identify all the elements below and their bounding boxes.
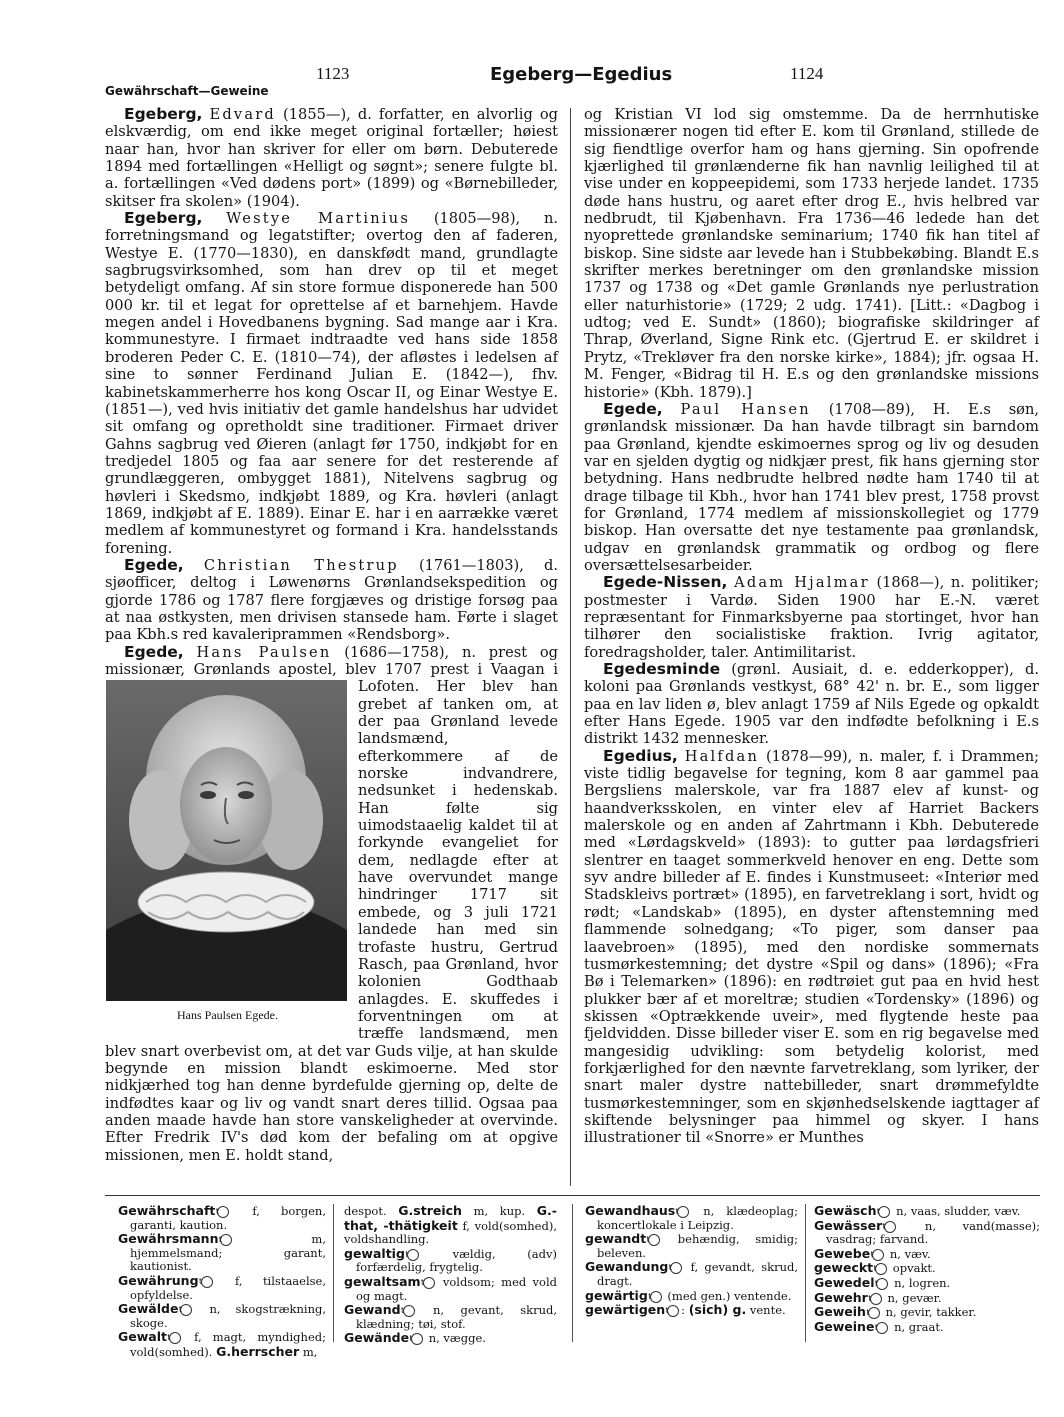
entry-egeberg-westye: Egeberg, Westye Martinius (1805—98), n. forretningsmand og legatstifter; overtog den af faderen, Westye E. (1770—1830), en danskfødt mand, grundlagte sagbrugsvirksomhed, som han drev op til et meget betydeligt omfang. Af sin store formue disponerede han 500 000 kr. til et legat for oprettelse af et barnehjem. Havde megen andel i Hovedbanens bygning. Sad mange aar i Kra. kommunestyre. I firmaet indtraadte ved hans side 1858 broderen Peder C. E. (1810—74), der afløstes i ledelsen af sine to sønner Ferdinand Julian E. (1842—), fhv. kabinetskammerherre hos kong Oscar II, og Einar Westye E. (1851—), ved hvis initiativ det gamle handelshus har udvidet sit omfang og opretholdt sine traditioner. Firmaet driver Gahns sagbrug ved Øieren (anlagt før 1750, indkjøbt for en tredjedel 1805 og faa aar senere for det resterende af grundlæggeren, ombygget 1881), Nitelvens sagbrug og høvleri i Skedsmo, indkjøbt 1889, og Kra. høvleri (anlagt 1869, indkjøbt af E. 1889). Einar E. har i en aarrække været medlem af kommunestyret og formand i Kra. handelsstands forening. [105, 209, 558, 557]
footer-rule [105, 1195, 1040, 1196]
glossary-column-2 [344, 1204, 557, 1346]
glossary-entry: gewärtigt (med gen.) ventende. [585, 1287, 792, 1303]
glossary-entry: gewaltsamt voldsom; med vold og magt. [344, 1273, 557, 1303]
glossary-entry: Gewährungt f, tilstaaelse, opfyldelse. [118, 1272, 326, 1302]
glossary-entry: Gewändet n, vægge. [344, 1330, 486, 1346]
glossary-entry: Gewedelt n, logren. [814, 1274, 951, 1290]
page-number-right: 1124 [790, 64, 824, 83]
glossary-column-3 [585, 1204, 798, 1318]
left-column [105, 106, 558, 1164]
glossary-entry: gewaltigt vældig, (adv) forfærdelig, frygtelig. [344, 1245, 557, 1275]
entry-egedesminde: Egedesminde (grønl. Ausiait, d. e. edderkopper), d. koloni paa Grønlands vestkyst, 68° 42' n. br. E., som ligger paa en lav liden ø, blev anlagt 1759 af Nils Egede og opkaldt efter Hans Egede. 1905 var den indfødte befolkning i E.s distrikt 1432 mennesker. [584, 660, 1039, 748]
glossary-entry: Gewandhaust n, klædeoplag; koncertlokale i Leipzig. [585, 1203, 798, 1232]
page-title: Egeberg—Egedius [490, 64, 673, 85]
entry-egede-paul: Egede, Paul Hansen (1708—89), H. E.s søn, grønlandsk missionær. Da han havde tilbragt sin barndom paa Grønland, kjendte eskimoernes sprog og liv og desuden var en sjelden dygtig og nidkjær prest, fik hans gjerning stor betydning. Hans nedbrudte helbred nødte ham 1740 til at drage tilbage til Kbh., hvor han 1741 blev prest, 1758 provst for Grønland, 1774 medlem af missionskollegiet og 1779 biskop. Han oversatte det nye testamente paa grønlandsk, udgav en grønlandsk grammatik og ordbog og flere oversættelsesarbeider. [584, 399, 1040, 574]
glossary-column-1 [118, 1204, 326, 1360]
glossary-entry: gewandtt behændig, smidig; beleven. [585, 1231, 798, 1260]
glossary-entry: gewärtigent : (sich) g. vente. [585, 1302, 786, 1318]
entry-egede-christian: Egede, Christian Thestrup (1761—1803), d. sjøofficer, deltog i Løwenørns Grønlandsekspedition og gjorde 1786 og 1787 flere forgjæves og dristige forsøg paa at naa østkysten, men drivisen stansede ham. Førte i slaget paa Kbh.s red kavaleriprammen «Rendsborg». [105, 555, 558, 644]
glossary-entry: Geweiht n, gevir, takker. [814, 1304, 977, 1320]
entry-egede-nissen: Egede-Nissen, Adam Hjalmar (1868—), n. politiker; postmester i Vardø. Siden 1900 har E.-N. været repræsentant for Finmarksbyerne paa stortinget, hvor han tilhører den socialistiske fraktion. Ivrig agitator, foredragsholder, taler. Antimilitarist. [584, 573, 1039, 661]
glossary-entry: Gewährsmannt m, hjemmelsmand; garant, kautionist. [118, 1231, 326, 1274]
glossary-entry: Gewandt n, gevant, skrud, klædning; tøi, stof. [344, 1302, 557, 1331]
glossary-entry: Gewehrt n, gevær. [814, 1289, 942, 1305]
glossary-entry: Gewaltt f, magt, myndighed; vold(somhed). G.herrscher m, [118, 1329, 326, 1359]
glossary-entry: Gewäscht n, vaas, sludder, væv. [814, 1203, 1021, 1218]
glossary-entry: Gewährschaftt f, borgen, garanti, kaution. [118, 1203, 326, 1232]
entry-egedius: Egedius, Halfdan (1878—99), n. maler, f. i Drammen; viste tidlig begavelse for tegning, kom 8 aar gammel paa Bergsliens malerskole, var fra 1887 elev af kunst- og haandverksskolen, en vinter elev af Harriet Backers malerskole og en anden af Zahrtmann i Kbh. Debuterede med «Lørdagskveld» (1893): to gutter paa lørdagsfrieri slentrer en taaget sommerkveld henover en eng. Dette som syv andre billeder af E. findes i Kunstmuseet: «Interiør med Stadskleivs portræt» (1895), en farvetreklang i sort, hvidt og rødt; «Landskab» (1895), en dyster aftenstemning med flammende solnedgang; «To piger, som danser paa laavebroen» (1895), med den nordiske sommernats tusmørkestemning; det dystre «Spil og dans» (1896); «Fra Bø i Telemarken» (1896): en rødtrøiet gut paa en hvid hest plukker bær af et moreltræ; studien «Tordensky» (1896) og skissen «Optrækkende uveir», med flygtende heste paa fjeldvidden. Disse billeder viser E. som en rig begavelse med mangesidig udvikling: som betydelig kolorist, med forkjærlighed for den nævnte farvetreklang, som lyriker, der snart maler dystre nattebilleder, snart drømmefyldte tusmørkestemninger, som en skjønhedselskende iagttager af skiftende belysninger paa himmel og skyer. I hans illustrationer til «Snorre» er Munthes [584, 746, 1040, 1147]
entry-egede-hans: Egede, Hans Paulsen (1686—1758), n. prest og missionær, Grønlands apostel, Hans Paulsen Egede. blev 1707 prest i Vaagan i Lofoten. Her blev han grebet af tanken om, at der paa Grønland levede landsmænd, efterkommere af de norske indvandrere, nedsunket i hedenskab. Han følte sig uimodstaaelig kaldet til at forkynde evangeliet for dem, nedlagde efter at have overvundet mange hindringer 1717 sit embede, og 3 juli 1721 landede han med sin trofaste hustru, Gertrud Rasch, paa Grønland, hvor kolonien Godthaab anlagdes. E. skuffedes i forventningen om at træffe landsmænd, men blev snart overbevist om, at det var Guds vilje, at han skulde begynde en mission blandt eskimoerne. Med stor nidkjærhed tog han denne byrdefulde gjerning op, delte de indfødtes kaar og liv og vandt snart deres tillid. Ogsaa paa anden maade havde han store vanskeligheder at overvinde. Efter Fredrik IV's død kom der befaling om at opgive missionen, men E. holdt stand, [105, 642, 559, 1164]
entry-egede-hans-continued: og Kristian VI lod sig omstemme. Da de herrnhutiske missionærer nogen tid efter E. kom til Grønland, stillede de sig fiendtlige overfor ham og hans gjerning. Sin opofrende kjærlighed til grønlænderne fik han navnlig leilighed til at vise under en koppeepidemi, som 1733 herjede landet. 1735 døde hans hustru, og aaret efter drog E., hvis helbred var nedbrudt, til Kjøbenhavn. Fra 1736—46 ledede han det nyoprettede grønlandske seminarium; 1740 fik han titel af biskop. Sine sidste aar levede han i Stubbekøbing. Blandt E.s skrifter merkes beretninger om den grønlandske mission 1737 og 1738 og «Det gamle Grønlands nye perlustration eller naturhistorie» (1729; 2 udg. 1741). [Litt.: «Dagbog i udtog; ved E. Sundt» (1860); biografiske skildringer af Thrap, Øverland, Signe Rink etc. (Gjertrud E. er skildret i Prytz, «Trekløver fra den norske kirke», 1884); jfr. ogsaa H. M. Fenger, «Bidrag til H. E.s og den grønlandske missions historie» (Kbh. 1879).] [584, 106, 1039, 401]
glossary-entry: despot. G.streich m, kup. G.-that, -thätigkeit f, vold(somhed), voldshandling. [344, 1203, 557, 1247]
glossary-entry: gewecktt opvakt. [814, 1260, 936, 1276]
right-column [584, 106, 1039, 1147]
glossary-divider [572, 1204, 573, 1342]
portrait-image [106, 680, 347, 1001]
portrait-figure [105, 680, 350, 1025]
glossary-entry: Geweinet n, graat. [814, 1318, 944, 1334]
page-number-left: 1123 [316, 64, 350, 83]
glossary-entry: Gewandungt f, gevandt, skrud, dragt. [585, 1259, 798, 1288]
glossary-divider [333, 1204, 334, 1342]
glossary-entry: Gewäldet n, skogstrækning, skoge. [118, 1301, 326, 1330]
glossary-entry: Gewebet n, væv. [814, 1245, 931, 1261]
glossary-divider [805, 1204, 806, 1342]
glossary-column-4 [814, 1204, 1040, 1334]
guide-words: Gewährschaft—Geweine [105, 84, 269, 98]
column-divider [570, 108, 571, 1186]
entry-egeberg-edvard: Egeberg, Edvard (1855—), d. forfatter, en alvorlig og elskværdig, om end ikke meget original fortæller; høiest naar han, hvor han skriver for eller om børn. Debuterede 1894 med fortællingen «Helligt og søgnt»; senere fulgte bl. a. fortællingen «Ved dødens port» (1899) og «Børnebilleder, skitser fra skolen» (1904). [105, 105, 559, 210]
portrait-caption: Hans Paulsen Egede. [177, 1008, 278, 1023]
glossary-entry: Gewässert n, vand(masse); vasdrag; farvand. [814, 1217, 1040, 1247]
